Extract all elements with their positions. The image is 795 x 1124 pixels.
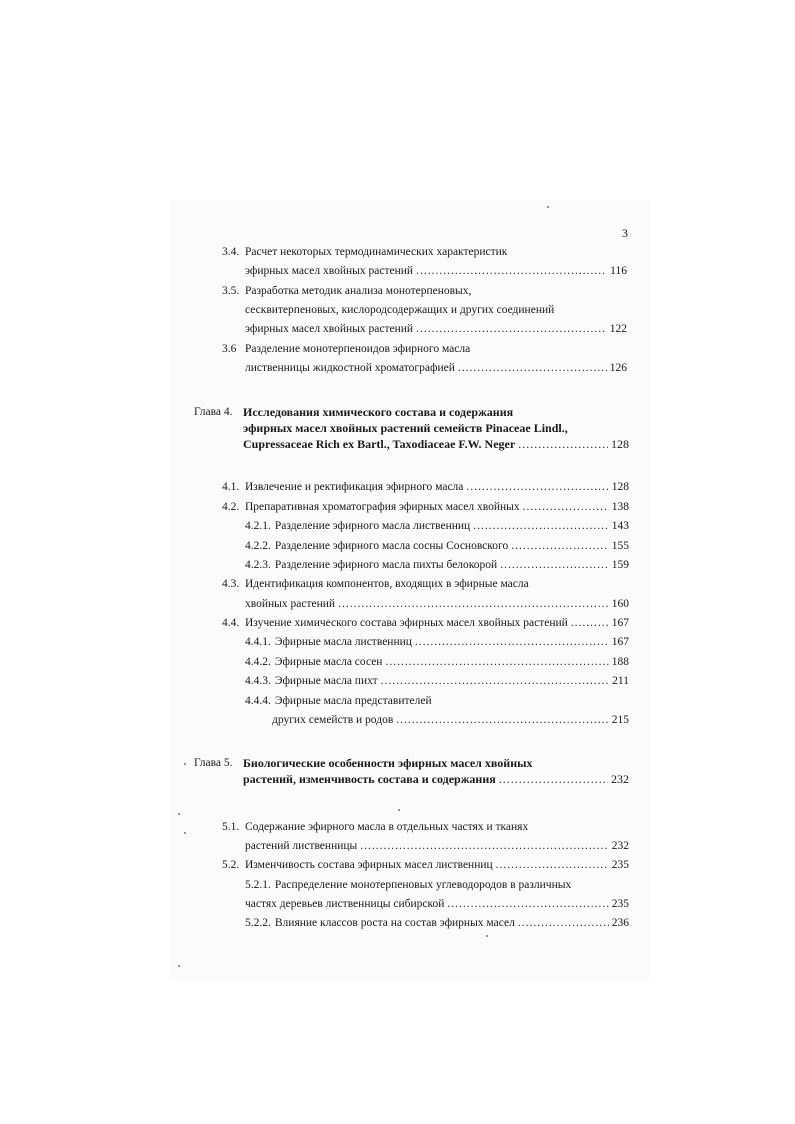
toc-entry-row <box>245 520 629 532</box>
chapter-title: растений, изменчивость состава и содержания <box>243 772 496 786</box>
toc-entry-number: 4.2.3. <box>245 559 271 571</box>
toc-entry-row <box>245 859 629 871</box>
toc-entry-number: 4.1. <box>222 481 240 493</box>
toc-entry-number: 4.2. <box>222 501 240 513</box>
toc-entry-title: сесквитерпеновых, кислородсодержащих и других соединений <box>245 304 555 316</box>
chapter-label: Глава 4. <box>194 406 233 418</box>
toc-entry-row <box>245 559 629 571</box>
toc-entry-row <box>245 656 629 668</box>
chapter-title: эфирных масел хвойных растений семейств Pinaceae Lindl., <box>243 421 568 435</box>
toc-entry-number: 4.4.1. <box>245 636 271 648</box>
toc-page-ref: 128 <box>611 437 629 451</box>
toc-page-ref: 211 <box>612 675 629 687</box>
toc-entry-number: 4.4.2. <box>245 656 271 668</box>
toc-entry-title: растений лиственницы <box>245 840 358 852</box>
toc-entry-number: 4.4. <box>222 617 240 629</box>
toc-page-ref: 215 <box>611 714 629 726</box>
toc-entry-title: других семейств и родов <box>272 714 394 726</box>
toc-entry-number: 3.6 <box>222 343 237 355</box>
toc-page-ref: 116 <box>610 265 627 277</box>
toc-entry-row <box>245 362 627 374</box>
toc-entry-row <box>245 636 629 648</box>
toc-entry-title: Эфирные масла представителей <box>274 695 432 707</box>
chapter-label: Глава 5. <box>194 757 233 769</box>
toc-page-ref: 143 <box>611 520 629 532</box>
scan-speck <box>398 809 400 811</box>
toc-entry-row <box>272 714 629 726</box>
toc-entry-title: эфирных масел хвойных растений <box>245 265 414 277</box>
scan-speck <box>547 206 549 208</box>
toc-entry-row <box>245 695 432 707</box>
toc-page-ref: 188 <box>611 656 629 668</box>
toc-entry-number: 4.2.1. <box>245 520 271 532</box>
toc-entry-title: Разделение эфирного масла сосны Сосновского <box>274 540 509 552</box>
scan-speck <box>178 965 180 967</box>
scan-speck <box>486 935 488 937</box>
toc-entry-number: 4.4.4. <box>245 695 271 707</box>
toc-entry-row <box>245 323 627 335</box>
toc-page-ref: 126 <box>609 362 627 374</box>
toc-entry-title: Содержание эфирного масла в отдельных частях и тканях <box>245 821 529 833</box>
chapter-title: Исследования химического состава и содержания <box>243 405 514 419</box>
toc-page-ref: 236 <box>611 917 629 929</box>
toc-page-ref: 159 <box>611 559 629 571</box>
toc-entry-number: 3.4. <box>222 246 240 258</box>
chapter-title: Биологические особенности эфирных масел хвойных <box>243 756 533 770</box>
toc-entry-title: частях деревьев лиственницы сибирской <box>245 898 445 910</box>
toc-entry-title: хвойных растений <box>245 598 336 610</box>
chapter-title-row <box>243 772 629 787</box>
toc-entry-number: 4.2.2. <box>245 540 271 552</box>
toc-entry-title: Препаративная хроматография эфирных масел хвойных <box>245 501 520 513</box>
toc-entry-row <box>245 265 627 277</box>
toc-entry-number: 5.2. <box>222 859 240 871</box>
toc-entry-row <box>245 675 629 687</box>
toc-entry-title: Эфирные масла лиственниц <box>274 636 412 648</box>
toc-entry-number: 5.2.2. <box>245 917 271 929</box>
toc-page-ref: 232 <box>611 772 629 786</box>
toc-entry-title: Распределение монотерпеновых углеводородов в различных <box>274 879 572 891</box>
toc-entry-row <box>245 481 629 493</box>
page-number: 3 <box>622 226 628 240</box>
toc-entry-row <box>245 917 629 929</box>
toc-page-ref: 138 <box>611 501 629 513</box>
toc-entry-title: Разделение эфирного масла пихты белокорой <box>274 559 498 571</box>
toc-entry-title: Идентификация компонентов, входящих в эфирные масла <box>245 578 529 590</box>
toc-entry-title: Разделение эфирного масла лиственниц <box>274 520 471 532</box>
chapter-title: Cupressaceae Rich ex Bartl., Taxodiaceae F.W. Neger <box>243 437 516 451</box>
toc-entry-row <box>245 540 629 552</box>
toc-entry-title: Разработка методик анализа монотерпеновых, <box>245 285 472 297</box>
toc-entry-number: 5.2.1. <box>245 879 271 891</box>
toc-entry-title: лиственницы жидкостной хроматографией <box>245 362 455 374</box>
toc-page-ref: 167 <box>611 636 629 648</box>
toc-entry-title: Изучение химического состава эфирных масел хвойных растений <box>245 617 568 629</box>
toc-page-ref: 235 <box>611 898 629 910</box>
toc-entry-title: Разделение монотерпеноидов эфирного масла <box>245 343 471 355</box>
toc-entry-number: 4.4.3. <box>245 675 271 687</box>
toc-entry-title: Эфирные масла пихт <box>274 675 378 687</box>
toc-entry-title: Расчет некоторых термодинамических характеристик <box>245 246 508 258</box>
toc-entry-title: Извлечение и ректификация эфирного масла <box>245 481 464 493</box>
toc-page-ref: 235 <box>611 859 629 871</box>
toc-entry-title: Эфирные масла сосен <box>274 656 383 668</box>
toc-page-ref: 167 <box>611 617 629 629</box>
toc-entry-row <box>245 617 629 629</box>
toc-entry-number: 4.3. <box>222 578 240 590</box>
scan-speck <box>184 832 186 834</box>
chapter-title-row <box>243 437 629 452</box>
toc-entry-title: Влияние классов роста на состав эфирных масел <box>274 917 515 929</box>
toc-page-ref: 232 <box>611 840 629 852</box>
scan-speck <box>184 763 186 765</box>
toc-entry-title: эфирных масел хвойных растений <box>245 323 414 335</box>
toc-entry-row <box>245 501 629 513</box>
toc-entry-number: 5.1. <box>222 821 240 833</box>
toc-page-ref: 128 <box>611 481 629 493</box>
toc-entry-row <box>245 879 571 891</box>
toc-entry-row <box>245 840 629 852</box>
toc-entry-title: Изменчивость состава эфирных масел лиственниц <box>245 859 493 871</box>
toc-page-ref: 122 <box>609 323 627 335</box>
toc-page-ref: 155 <box>611 540 629 552</box>
toc-page-ref: 160 <box>611 598 629 610</box>
toc-entry-row <box>245 598 629 610</box>
toc-entry-row <box>245 898 629 910</box>
toc-entry-number: 3.5. <box>222 285 240 297</box>
scan-speck <box>178 813 180 815</box>
